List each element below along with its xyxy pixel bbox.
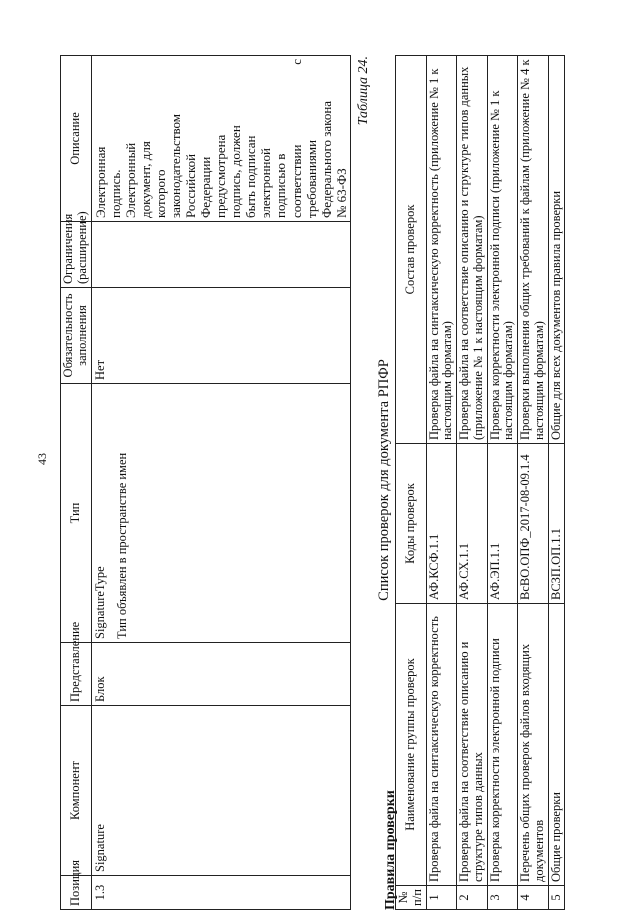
- table-row: [518, 56, 549, 910]
- description-line: Электронный: [122, 142, 138, 218]
- header-component: Компонент: [61, 706, 92, 876]
- row-group: Проверка корректности электронной подписи: [487, 604, 518, 886]
- row-group: Общие проверки: [548, 604, 565, 886]
- row-codes: ВсВО.ОПФ_2017-08-09.1.4: [518, 444, 549, 604]
- description-line: которого: [152, 169, 168, 218]
- description-line: законодательством: [167, 113, 183, 218]
- header-group-name: Наименование группы проверок: [396, 604, 427, 886]
- header-restrictions: Ограничения (расширение): [61, 222, 92, 288]
- cell-representation: Блок: [91, 643, 350, 706]
- type-name: SignatureType: [92, 566, 107, 639]
- cell-restrictions: [91, 222, 350, 288]
- row-content: Проверка корректности электронной подписи (приложение № 1 к настоящим форматам): [487, 56, 518, 444]
- page-number: 43: [35, 453, 49, 465]
- row-group: Проверка файла на синтаксическую корректность: [426, 604, 457, 886]
- cell-type: [91, 384, 350, 643]
- cell-component: Signature: [91, 706, 350, 876]
- checks-table-title: Список проверок для документа РПФР: [376, 359, 392, 601]
- header-check-codes: Коды проверок: [396, 444, 427, 604]
- description-line: Электронная: [92, 146, 108, 218]
- description-line: № 63-ФЗ: [333, 168, 349, 218]
- header-number: № п/п: [396, 886, 427, 910]
- checks-table-header: [396, 56, 427, 910]
- component-table: [60, 55, 351, 910]
- description-line: электронной: [258, 148, 274, 218]
- cell-position: 1.3: [91, 876, 350, 910]
- row-number: 4: [518, 886, 549, 910]
- row-codes: ВСЗП.ОП.1.1: [548, 444, 565, 604]
- description-line: подпись.: [107, 169, 123, 218]
- description-line: Федерального закона: [318, 100, 334, 218]
- header-position: Позиция: [61, 876, 92, 910]
- cell-description: [91, 56, 350, 222]
- header-check-content: Состав проверок: [396, 56, 427, 444]
- table-row: [91, 56, 350, 910]
- table-row: [548, 56, 565, 910]
- row-content: Общие для всех документов правила проверки: [548, 56, 565, 444]
- section-title: Правила проверки: [383, 790, 398, 910]
- table-number: Таблица 24.: [356, 56, 371, 126]
- row-codes: АФ.КСФ.1.1: [426, 444, 457, 604]
- header-representation: Представление: [61, 643, 92, 706]
- description-line: Федерации: [198, 156, 214, 218]
- description-line: предусмотрена: [213, 134, 229, 218]
- row-codes: АФ.СХ.1.1: [457, 444, 488, 604]
- description-line: подписью в: [273, 153, 289, 218]
- table-row: [457, 56, 488, 910]
- row-content: Проверка файла на соответствие описанию и структуре типов данных (приложение № 1 к настоящим форматам): [457, 56, 488, 444]
- table-row: [487, 56, 518, 910]
- component-table-header: [61, 56, 92, 910]
- checks-table: [395, 55, 565, 910]
- row-number: 1: [426, 886, 457, 910]
- description-line: документ, для: [137, 141, 153, 218]
- table-row: [426, 56, 457, 910]
- header-description: Описание: [61, 56, 92, 222]
- description-line: требованиями: [303, 139, 319, 218]
- row-codes: АФ.ЭП.1.1: [487, 444, 518, 604]
- row-content: Проверка файла на синтаксическую корректность (приложение № 1 к настоящим форматам): [426, 56, 457, 444]
- description-line: соответствии с: [288, 59, 304, 218]
- row-group: Проверка файла на соответствие описанию и структуре типов данных: [457, 604, 488, 886]
- row-number: 5: [548, 886, 565, 910]
- row-number: 3: [487, 886, 518, 910]
- cell-required: Нет: [91, 288, 350, 384]
- description-line: Российской: [182, 153, 198, 218]
- header-type: Тип: [61, 384, 92, 643]
- row-content: Проверки выполнения общих требований к файлам (приложение № 4 к настоящим форматам): [518, 56, 549, 444]
- row-group: Перечень общих проверок файлов входящих документов: [518, 604, 549, 886]
- row-number: 2: [457, 886, 488, 910]
- description-line: быть подписан: [243, 135, 259, 218]
- rotated-page-content: [60, 50, 620, 910]
- type-note: Тип объявлен в пространстве имен: [114, 452, 129, 639]
- header-required: Обязательность заполнения: [61, 288, 92, 384]
- description-line: подпись, должен: [228, 125, 244, 218]
